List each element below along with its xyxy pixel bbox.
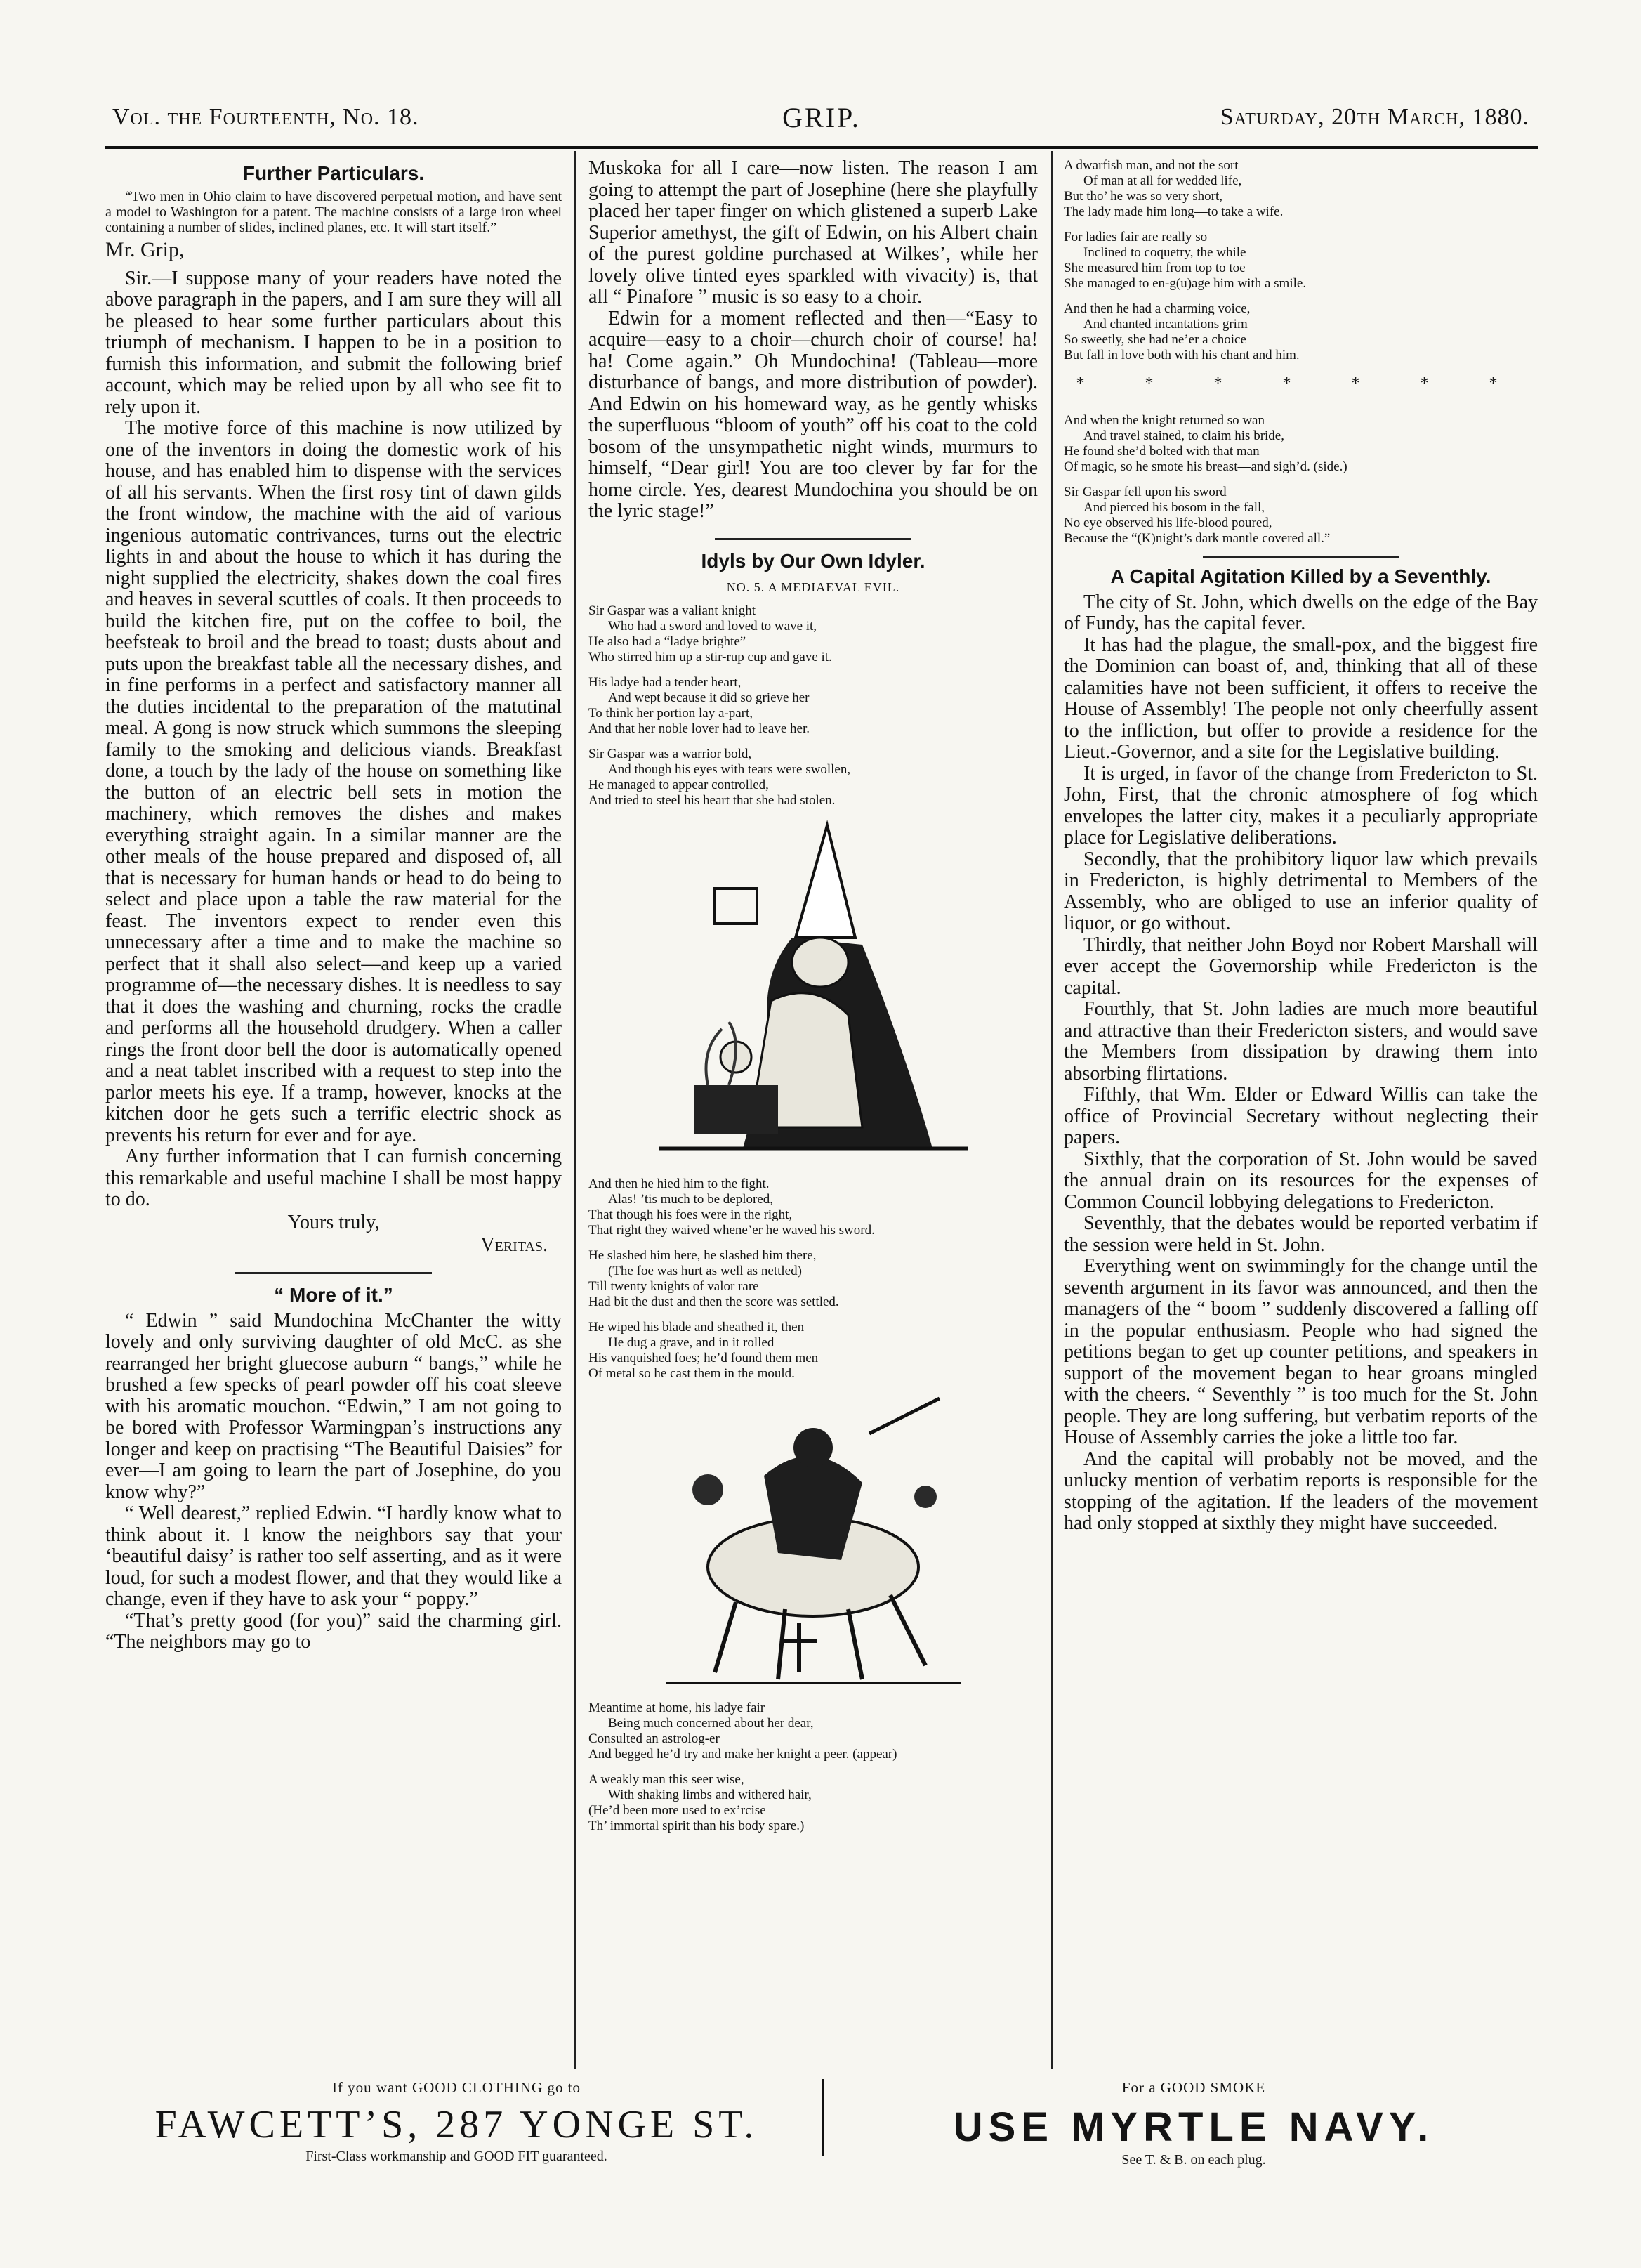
article-heading: Idyls by Our Own Idyler. [701, 549, 925, 572]
verse-line: Sir Gaspar was a valiant knight [588, 603, 756, 618]
article-paragraph: “ Well dearest,” replied Edwin. “I hardly know what to think about it. I know the neighbors say that your ‘beautiful daisy’ is rather too self asserting, and as it were loud, for such a modest flower, and that they would like a change, even if they have to ask your “ poppy.” [105, 1502, 562, 1610]
verse-line: He dug a grave, and in it rolled [608, 1335, 775, 1350]
verse-line: A dwarfish man, and not the sort [1064, 158, 1239, 173]
verse-line: He also had a “ladye brighte” [588, 634, 746, 649]
article-paragraph: Everything went on swimmingly for the change until the seventh argument in its favor was announced, and then the managers of the “ boom ” suddenly discovered a falling off in the popular enthusiasm. People who had signed the petitions began to get up counter petitions, and speakers in support of the movement began to hear groans mingled with the cheers. “ Seventhly ” is too much for the St. John people. They are long suffering, but verbatim reports of the House of Assembly carries the joke a little too far. [1064, 1255, 1538, 1448]
article-heading: A Capital Agitation Killed by a Seventhly. [1110, 565, 1491, 587]
footer-ads [105, 2072, 1538, 2220]
poem-stanza [588, 747, 1038, 808]
letter-signature: Veritas. [480, 1234, 548, 1256]
ad-divider [822, 2079, 824, 2156]
article-paragraph: The city of St. John, which dwells on the edge of the Bay of Fundy, has the capital fever. [1064, 591, 1538, 634]
fawcett-ad [105, 2072, 808, 2165]
verse-line: Who had a sword and loved to wave it, [608, 619, 817, 634]
myrtle-navy-ad [850, 2072, 1538, 2168]
verse-line: His ladye had a tender heart, [588, 675, 742, 690]
verse-line: Sir Gaspar was a warrior bold, [588, 747, 752, 761]
article-paragraph: Seventhly, that the debates would be reported verbatim if the session were held in St. John. [1064, 1212, 1538, 1256]
verse-line: He wiped his blade and sheathed it, then [588, 1320, 805, 1335]
verse-line: And when the knight returned so wan [1064, 412, 1265, 428]
poem-stanza [588, 675, 1038, 737]
ad-headline: FAWCETT’S, 287 YONGE ST. [154, 2103, 758, 2146]
verse-line: And wept because it did so grieve her [608, 690, 810, 705]
poem-stanza [588, 1320, 1038, 1382]
article-paragraph: It has had the plague, the small-pox, and the biggest fire the Dominion can boast of, and, thinking that all of these calamities have not been sufficient, it offers to receive the House of Assembly! The people not only cheerfully assent to the infliction, but offer to provide a residence for the Lieut.-Governor, and a site for the Legislative building. [1064, 634, 1538, 763]
section-rule [715, 538, 911, 540]
article-paragraph: The motive force of this machine is now utilized by one of the inventors in doing the domestic work of his house, and has enabled him to dispense with the services of all his servants. When the first rosy tint of dawn gilds the front window, the machine with the aid of various ingenious automatic contrivances, turns out the electric lights in and about the house to which it has during the night supplied the electricity, shakes down the coal fires and heaves in several scuttles of coals. It then proceeds to build the kitchen fire, put on the coffee to boil, the beefsteak to broil and the bread to toast; dusts about and puts upon the breakfast table all the necessary dishes, and in fine performs in a perfect and satisfactory manner all the duties incidental to the preparation of the matutinal meal. A gong is now struck which summons the sleeping family to the smoking and delicious viands. Breakfast done, a touch by the lady of the house on something like the button of an electric bell sets in motion the machinery, which removes the dishes and makes everything straight again. In a similar manner are the other meals of the house prepared and disposed of, all that is necessary for human hands or head to do being to select and place upon a table the raw material for the feast. The inventors expect to render even this unnecessary after a time and to make the machine so perfect that it shall also select—and keep up a varied programme of—the necessary dishes. It is needless to say that it does the washing and churning, rocks the cradle and performs all the household drudgery. When a caller rings the front door bell the door is automatically opened and a neat tablet inscribed with a request to step into the parlor meets his eye. If a tramp, however, knocks at the kitchen door he gets such a terrific electric shock as prevents his return for ever and for aye. [105, 417, 562, 1146]
verse-line: He managed to appear controlled, [588, 778, 769, 792]
verse-line: For ladies fair are really so [1064, 230, 1208, 244]
knight-battle-illustration [659, 1391, 968, 1693]
article-paragraph: Secondly, that the prohibitory liquor law which prevails in Fredericton, is highly detrimental to Members of the Assembly, who are obliged to use an inferior quality of liquor, or go without. [1064, 848, 1538, 934]
section-rule [1203, 556, 1399, 558]
article-paragraph: Any further information that I can furnish concerning this remarkable and useful machine I shall be most happy to do. [105, 1146, 562, 1210]
verse-line: But fall in love both with his chant and him. [1064, 348, 1300, 362]
verse-line: And begged he’d try and make her knight a peer. (appear) [588, 1747, 897, 1762]
verse-line: Till twenty knights of valor rare [588, 1279, 759, 1294]
section-rule [235, 1272, 432, 1274]
ad-tagline: For a GOOD SMOKE [1121, 2079, 1266, 2096]
article-heading: Further Particulars. [242, 162, 425, 184]
verse-line: Consulted an astrolog-er [588, 1731, 720, 1746]
volume-number: Vol. the Fourteenth, No. 18. [112, 104, 419, 130]
verse-line: Had bit the dust and then the score was settled. [588, 1294, 839, 1309]
article-heading: “ More of it.” [274, 1283, 393, 1306]
verse-line: Being much concerned about her dear, [608, 1716, 814, 1731]
column-1 [105, 158, 562, 1653]
wizard-illustration [652, 818, 975, 1169]
verse-line: So sweetly, she had ne’er a choice [1064, 332, 1246, 347]
verse-line: He found she’d bolted with that man [1064, 443, 1260, 459]
column-2 [588, 158, 1038, 1844]
article-paragraph: “That’s pretty good (for you)” said the charming girl. “The neighbors may go to [105, 1609, 562, 1653]
verse-line: That right they waived whene’er he waved his sword. [588, 1223, 875, 1238]
newspaper-page [105, 70, 1538, 2220]
paper-title: GRIP. [782, 102, 861, 133]
verse-line: Of metal so he cast them in the mould. [588, 1366, 795, 1381]
verse-line: And that her noble lover had to leave her. [588, 721, 810, 736]
verse-line: He slashed him here, he slashed him there, [588, 1248, 817, 1263]
verse-line: A weakly man this seer wise, [588, 1772, 744, 1787]
verse-line: The lady made him long—to take a wife. [1064, 204, 1284, 219]
verse-line: (He’d been more used to ex’rcise [588, 1803, 766, 1818]
verse-line: His vanquished foes; he’d found them men [588, 1351, 819, 1365]
poem-stanza [588, 1176, 1038, 1238]
article-paragraph: Sir.—I suppose many of your readers have noted the above paragraph in the papers, and I am sure they will all be pleased to hear some further particulars about this triumph of mechanism. I happen to be in a position to furnish this information, and submit the following brief account, which may be relied upon by all who see fit to rely upon it. [105, 267, 562, 418]
poem-stanza [1064, 230, 1538, 291]
article-paragraph: Muskoka for all I care—now listen. The reason I am going to attempt the part of Josephine (here she playfully placed her taper finger on which glistened a superb Lake Superior amethyst, the gift of Edwin, on his Albert chain of the purest goldine purchased at Wilkes’, while her lovely olive tinted eyes sparkled with vivacity) is, that all “ Pinafore ” music is so easy to a choir. [588, 157, 1038, 308]
poem-stanza [588, 1700, 1038, 1762]
verse-line: Who stirred him up a stir-rup cup and gave it. [588, 650, 832, 664]
article-paragraph: “ Edwin ” said Mundochina McChanter the witty lovely and only surviving daughter of old McC. as she rearranged her bright gluecose auburn “ bangs,” while he brushed a few specks of pearl powder off his coat sleeve with his aromatic mouchon. “Edwin,” I am not going to be bored with Professor Warmingpan’s instructions any longer and keep on practising “The Beautiful Daisies” for ever—I am going to learn the part of Josephine, do you know why?” [105, 1309, 562, 1503]
verse-line: Of magic, so he smote his breast—and sigh’d. (side.) [1064, 459, 1347, 474]
epigraph-quote: “Two men in Ohio claim to have discovered perpetual motion, and have sent a model to Washington for a patent. The machine consists of a large iron wheel containing a number of slides, inclined planes, etc. It will start itself.” [105, 189, 562, 235]
verse-line: Inclined to coquetry, the while [1083, 245, 1246, 260]
salutation: Mr. Grip, [105, 238, 185, 261]
column-divider [1051, 151, 1053, 2069]
verse-line: And then he had a charming voice, [1064, 301, 1251, 316]
verse-line: And pierced his bosom in the fall, [1083, 499, 1265, 515]
verse-line: Alas! ’tis much to be deplored, [608, 1192, 773, 1207]
verse-line: But tho’ he was so very short, [1064, 189, 1223, 204]
verse-line: And travel stained, to claim his bride, [1083, 428, 1284, 443]
ad-subline: See T. & B. on each plug. [1121, 2152, 1266, 2168]
ad-headline: USE MYRTLE NAVY. [953, 2104, 1435, 2150]
poem-stanza [1064, 485, 1538, 546]
article-paragraph: Thirdly, that neither John Boyd nor Robert Marshall will ever accept the Governorship while Fredericton is the capital. [1064, 933, 1538, 999]
poem-subheading: NO. 5. A MEDIAEVAL EVIL. [726, 579, 900, 594]
article-paragraph: Fourthly, that St. John ladies are much more beautiful and attractive than their Fredericton sisters, and would save the Members from dissipation by drawing them into absorbing flirtations. [1064, 998, 1538, 1084]
verse-line: Of man at all for wedded life, [1083, 173, 1242, 188]
verse-line: And then he hied him to the fight. [588, 1176, 770, 1191]
section-stars: * * * * * * * [1076, 374, 1526, 393]
verse-line: She measured him from top to toe [1064, 261, 1246, 275]
ad-subline: First-Class workmanship and GOOD FIT guaranteed. [305, 2149, 607, 2164]
article-paragraph: It is urged, in favor of the change from Fredericton to St. John, First, that the chronic atmosphere of fog which envelopes the latter city, makes it a peculiarly appropriate place for Legislative deliberations. [1064, 762, 1538, 848]
poem-stanza [588, 603, 1038, 665]
poem-stanza [588, 1248, 1038, 1310]
masthead-rule [105, 146, 1538, 149]
poem-stanza [1064, 413, 1538, 475]
verse-line: With shaking limbs and withered hair, [608, 1788, 812, 1802]
verse-line: And chanted incantations grim [1083, 317, 1248, 332]
verse-line: Sir Gaspar fell upon his sword [1064, 484, 1227, 499]
article-paragraph: Fifthly, that Wm. Elder or Edward Willis can take the office of Provincial Secretary without neglecting their papers. [1064, 1084, 1538, 1148]
poem-stanza [588, 1772, 1038, 1834]
verse-line: Th’ immortal spirit than his body spare.) [588, 1818, 805, 1833]
column-3 [1064, 158, 1538, 1535]
article-paragraph: Sixthly, that the corporation of St. John would be saved the annual drain on its resources for the expenses of Common Council lobbying delegations to Fredericton. [1064, 1148, 1538, 1213]
column-divider [574, 151, 576, 2069]
masthead [105, 98, 1538, 140]
verse-line: She managed to en-g(u)age him with a smile. [1064, 276, 1307, 291]
verse-line: That though his foes were in the right, [588, 1207, 793, 1222]
article-paragraph: And the capital will probably not be moved, and the unlucky mention of verbatim reports is responsible for the stopping of the agitation. If the leaders of the movement had only stopped at sixthly they might have succeeded. [1064, 1448, 1538, 1534]
verse-line: And tried to steel his heart that she had stolen. [588, 793, 836, 808]
verse-line: And though his eyes with tears were swollen, [608, 762, 851, 777]
article-paragraph: Edwin for a moment reflected and then—“Easy to acquire—easy to a choir—church choir of course! ha! ha! Come again.” Oh Mundochina! (Tableau—more disturbance of bangs, and more distribution of powder). And Edwin on his homeward way, as he gently whisks the superfluous “bloom of youth” off his coat to the cold bosom of the unsympathetic night winds, murmurs to himself, “Dear girl! You are too clever by far for the home circle. Yes, dearest Mundochina you should be on the lyric stage!” [588, 307, 1038, 522]
letter-closing: Yours truly, [287, 1211, 380, 1233]
verse-line: (The foe was hurt as well as nettled) [608, 1264, 802, 1278]
ad-tagline: If you want GOOD CLOTHING go to [331, 2079, 581, 2096]
poem-stanza [1064, 158, 1538, 220]
verse-line: Because the “(K)night’s dark mantle covered all.” [1064, 530, 1331, 546]
verse-line: Meantime at home, his ladye fair [588, 1700, 765, 1715]
poem-stanza [1064, 301, 1538, 363]
verse-line: No eye observed his life-blood poured, [1064, 515, 1272, 530]
verse-line: To think her portion lay a-part, [588, 706, 753, 721]
issue-date: Saturday, 20th March, 1880. [1220, 104, 1529, 130]
